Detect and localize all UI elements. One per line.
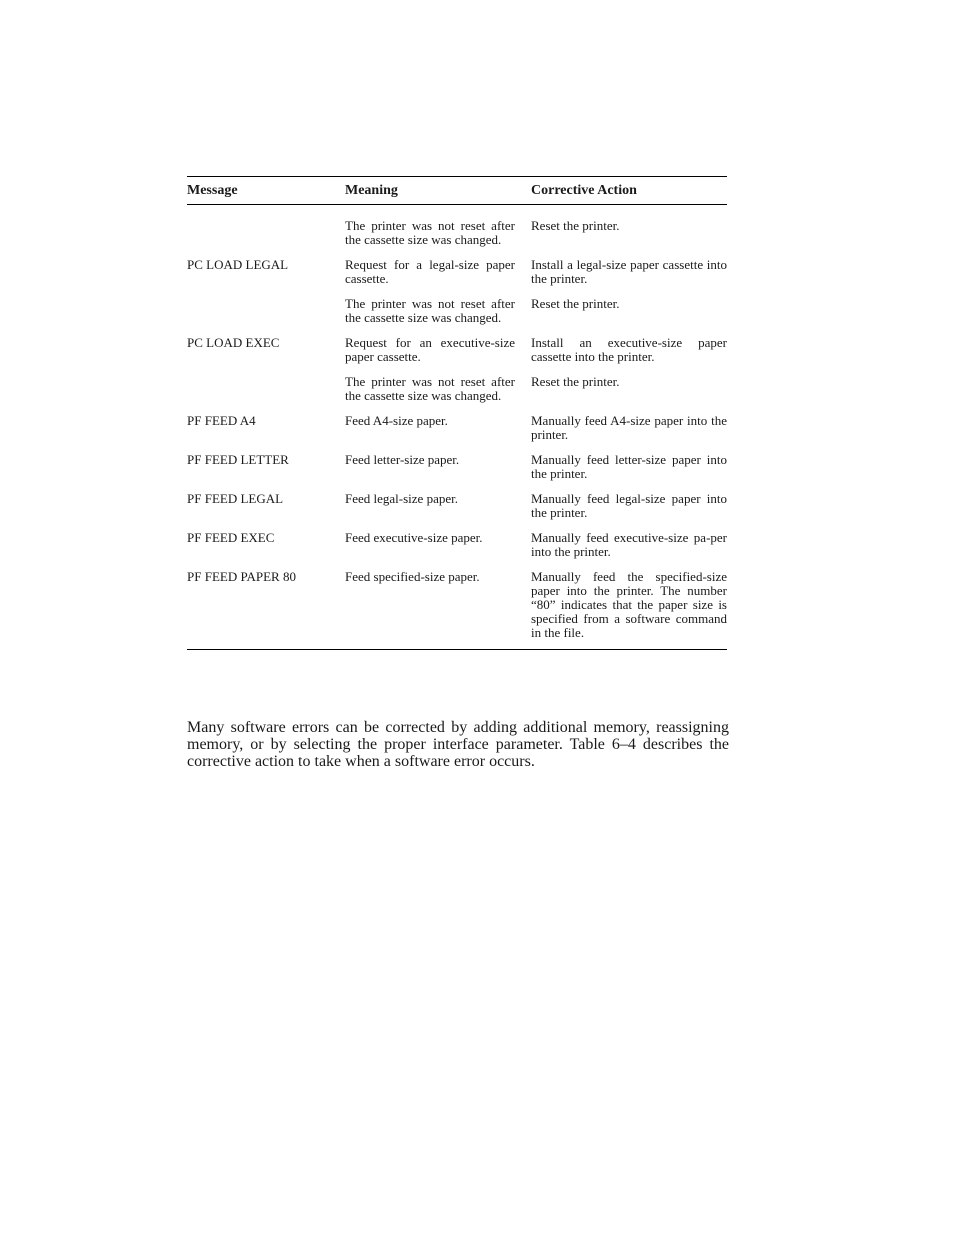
table-row bbox=[187, 492, 727, 531]
cell-message bbox=[187, 205, 345, 259]
cell-meaning: Feed executive-size paper. bbox=[345, 530, 483, 545]
cell-action: Reset the printer. bbox=[531, 218, 620, 233]
header-meaning: Meaning bbox=[345, 182, 398, 198]
cell-meaning: The printer was not reset after the cassette size was changed. bbox=[345, 374, 515, 403]
cell-action: Reset the printer. bbox=[531, 374, 620, 389]
cell-message: PF FEED LEGAL bbox=[187, 491, 284, 506]
cell-meaning: Feed specified-size paper. bbox=[345, 569, 480, 584]
cell-action: Manually feed the specified-size paper into the printer. The number “80” indicates that the paper size is specified from a software command in the file. bbox=[531, 569, 727, 640]
body-paragraph: Many software errors can be corrected by adding additional memory, reassigning memory, or by selecting the proper interface parameter. Table 6–4 describes the corrective action to take when a software error occurs. bbox=[187, 719, 729, 770]
cell-message bbox=[187, 297, 345, 336]
table-row bbox=[187, 570, 727, 650]
cell-meaning: The printer was not reset after the cassette size was changed. bbox=[345, 296, 515, 325]
table-row bbox=[187, 414, 727, 453]
page-content bbox=[187, 176, 728, 770]
cell-message: PC LOAD LEGAL bbox=[187, 257, 289, 272]
cell-meaning: The printer was not reset after the cassette size was changed. bbox=[345, 218, 515, 247]
cell-message: PF FEED EXEC bbox=[187, 530, 275, 545]
cell-message bbox=[187, 375, 345, 414]
message-table bbox=[187, 176, 727, 650]
table-row bbox=[187, 297, 727, 336]
cell-meaning: Request for an executive-size paper cassette. bbox=[345, 335, 515, 364]
cell-action: Manually feed legal-size paper into the printer. bbox=[531, 491, 727, 520]
cell-action: Manually feed executive-size pa-per into the printer. bbox=[531, 530, 727, 559]
table-row bbox=[187, 531, 727, 570]
table-row bbox=[187, 336, 727, 375]
cell-message: PC LOAD EXEC bbox=[187, 335, 280, 350]
table-row bbox=[187, 258, 727, 297]
cell-action: Manually feed letter-size paper into the printer. bbox=[531, 452, 727, 481]
cell-message: PF FEED A4 bbox=[187, 413, 256, 428]
cell-meaning: Feed letter-size paper. bbox=[345, 452, 460, 467]
cell-action: Install a legal-size paper cassette into the printer. bbox=[531, 257, 727, 286]
header-corrective-action: Corrective Action bbox=[531, 182, 637, 198]
cell-meaning: Feed A4-size paper. bbox=[345, 413, 448, 428]
cell-action: Reset the printer. bbox=[531, 296, 620, 311]
cell-action: Manually feed A4-size paper into the printer. bbox=[531, 413, 727, 442]
table-row bbox=[187, 453, 727, 492]
cell-message: PF FEED LETTER bbox=[187, 452, 289, 467]
table-row bbox=[187, 375, 727, 414]
header-message: Message bbox=[187, 182, 238, 198]
cell-meaning: Feed legal-size paper. bbox=[345, 491, 458, 506]
table-row bbox=[187, 205, 727, 259]
cell-action: Install an executive-size paper cassette into the printer. bbox=[531, 335, 727, 364]
table-header-row bbox=[187, 177, 727, 205]
cell-message: PF FEED PAPER 80 bbox=[187, 569, 296, 584]
cell-meaning: Request for a legal-size paper cassette. bbox=[345, 257, 515, 286]
